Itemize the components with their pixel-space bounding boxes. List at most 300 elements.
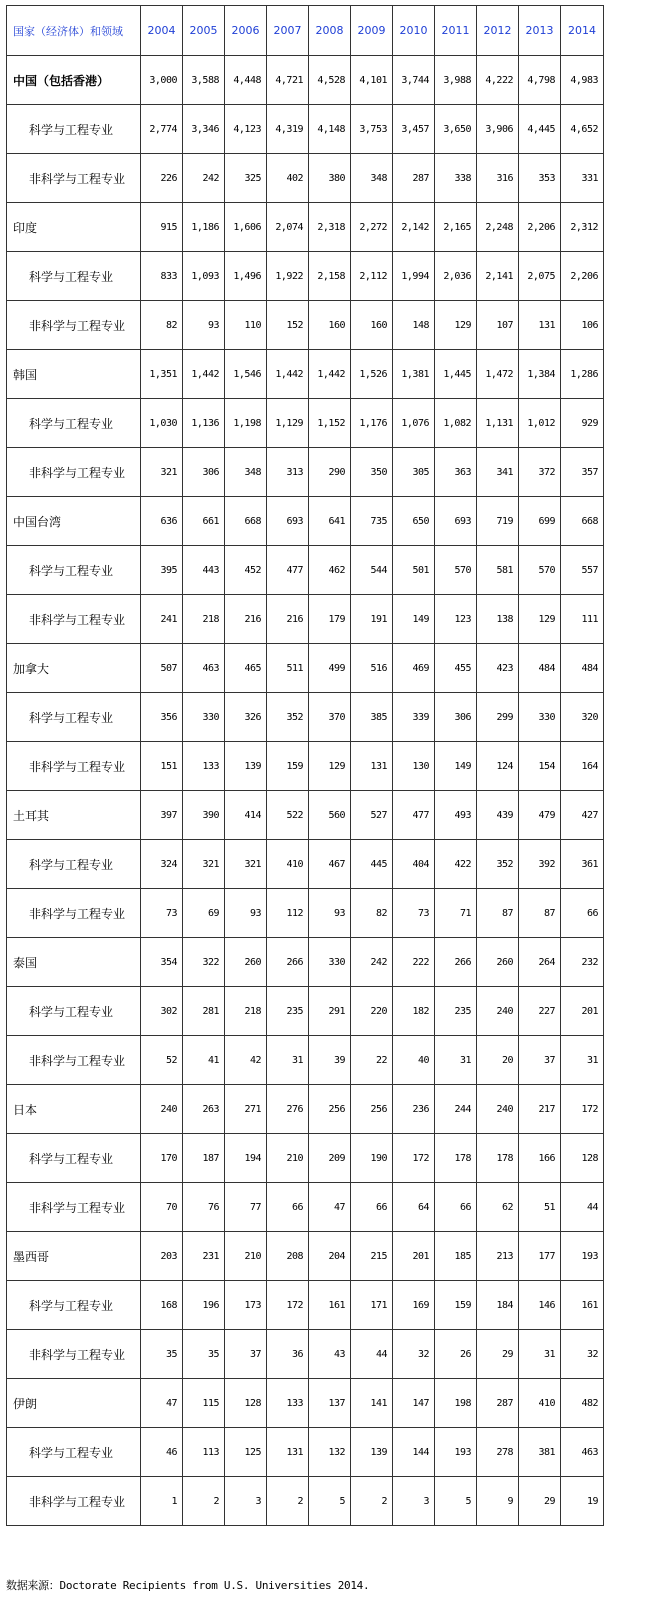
table-cell-value: 64	[393, 1183, 435, 1232]
row-label: 非科学与工程专业	[7, 1183, 141, 1232]
row-label: 科学与工程专业	[7, 693, 141, 742]
table-cell-value: 353	[519, 154, 561, 203]
table-cell-value: 154	[519, 742, 561, 791]
table-cell-value: 66	[435, 1183, 477, 1232]
table-cell-value: 5	[309, 1477, 351, 1526]
table-cell-value: 227	[519, 987, 561, 1036]
table-cell-value: 2,158	[309, 252, 351, 301]
table-cell-value: 306	[435, 693, 477, 742]
table-cell-value: 133	[183, 742, 225, 791]
table-cell-value: 4,445	[519, 105, 561, 154]
table-cell-value: 35	[141, 1330, 183, 1379]
table-cell-value: 139	[225, 742, 267, 791]
table-cell-value: 2	[351, 1477, 393, 1526]
table-cell-value: 443	[183, 546, 225, 595]
table-cell-value: 661	[183, 497, 225, 546]
table-cell-value: 236	[393, 1085, 435, 1134]
table-header-row	[7, 6, 604, 56]
table-cell-value: 159	[435, 1281, 477, 1330]
table-cell-value: 581	[477, 546, 519, 595]
table-cell-value: 178	[477, 1134, 519, 1183]
table-cell-value: 231	[183, 1232, 225, 1281]
table-cell-value: 1,012	[519, 399, 561, 448]
table-cell-value: 414	[225, 791, 267, 840]
table-cell-value: 557	[561, 546, 604, 595]
table-cell-value: 4,319	[267, 105, 309, 154]
table-cell-value: 241	[141, 595, 183, 644]
table-cell-value: 190	[351, 1134, 393, 1183]
table-cell-value: 173	[225, 1281, 267, 1330]
table-cell-value: 196	[183, 1281, 225, 1330]
table-cell-value: 527	[351, 791, 393, 840]
table-cell-value: 445	[351, 840, 393, 889]
table-cell-value: 2,142	[393, 203, 435, 252]
table-cell-value: 187	[183, 1134, 225, 1183]
table-row-field	[7, 105, 604, 154]
table-cell-value: 560	[309, 791, 351, 840]
table-cell-value: 4,448	[225, 56, 267, 105]
table-cell-value: 4,798	[519, 56, 561, 105]
row-label: 加拿大	[7, 644, 141, 693]
table-cell-value: 636	[141, 497, 183, 546]
header-year: 2006	[225, 6, 267, 56]
table-cell-value: 178	[435, 1134, 477, 1183]
table-cell-value: 2,036	[435, 252, 477, 301]
table-cell-value: 493	[435, 791, 477, 840]
table-cell-value: 499	[309, 644, 351, 693]
table-cell-value: 132	[309, 1428, 351, 1477]
table-cell-value: 511	[267, 644, 309, 693]
table-cell-value: 507	[141, 644, 183, 693]
table-cell-value: 501	[393, 546, 435, 595]
table-cell-value: 1,472	[477, 350, 519, 399]
table-cell-value: 325	[225, 154, 267, 203]
table-cell-value: 131	[267, 1428, 309, 1477]
table-cell-value: 235	[267, 987, 309, 1036]
table-cell-value: 719	[477, 497, 519, 546]
table-cell-value: 26	[435, 1330, 477, 1379]
table-cell-value: 363	[435, 448, 477, 497]
table-cell-value: 2,074	[267, 203, 309, 252]
table-cell-value: 410	[519, 1379, 561, 1428]
table-cell-value: 210	[225, 1232, 267, 1281]
table-cell-value: 216	[267, 595, 309, 644]
table-cell-value: 40	[393, 1036, 435, 1085]
table-cell-value: 222	[393, 938, 435, 987]
table-cell-value: 1,546	[225, 350, 267, 399]
row-label: 科学与工程专业	[7, 840, 141, 889]
table-cell-value: 3	[225, 1477, 267, 1526]
row-label: 泰国	[7, 938, 141, 987]
table-cell-value: 306	[183, 448, 225, 497]
table-cell-value: 107	[477, 301, 519, 350]
table-cell-value: 93	[309, 889, 351, 938]
table-cell-value: 354	[141, 938, 183, 987]
table-cell-value: 4,222	[477, 56, 519, 105]
table-row-field	[7, 301, 604, 350]
table-cell-value: 2,312	[561, 203, 604, 252]
row-label: 非科学与工程专业	[7, 1477, 141, 1526]
table-cell-value: 70	[141, 1183, 183, 1232]
table-cell-value: 66	[561, 889, 604, 938]
table-cell-value: 570	[519, 546, 561, 595]
table-cell-value: 149	[393, 595, 435, 644]
row-label: 土耳其	[7, 791, 141, 840]
table-cell-value: 22	[351, 1036, 393, 1085]
row-label: 非科学与工程专业	[7, 889, 141, 938]
table-cell-value: 357	[561, 448, 604, 497]
table-cell-value: 372	[519, 448, 561, 497]
table-row-field	[7, 1477, 604, 1526]
table-cell-value: 1,129	[267, 399, 309, 448]
table-cell-value: 147	[393, 1379, 435, 1428]
table-cell-value: 291	[309, 987, 351, 1036]
table-cell-value: 37	[519, 1036, 561, 1085]
table-cell-value: 735	[351, 497, 393, 546]
table-cell-value: 4,983	[561, 56, 604, 105]
table-cell-value: 73	[393, 889, 435, 938]
table-cell-value: 47	[309, 1183, 351, 1232]
table-row-field	[7, 252, 604, 301]
table-cell-value: 2,318	[309, 203, 351, 252]
table-cell-value: 915	[141, 203, 183, 252]
table-cell-value: 260	[225, 938, 267, 987]
table-cell-value: 87	[477, 889, 519, 938]
table-cell-value: 544	[351, 546, 393, 595]
table-cell-value: 137	[309, 1379, 351, 1428]
table-cell-value: 172	[393, 1134, 435, 1183]
table-cell-value: 1,152	[309, 399, 351, 448]
table-cell-value: 31	[435, 1036, 477, 1085]
table-cell-value: 151	[141, 742, 183, 791]
table-cell-value: 2,774	[141, 105, 183, 154]
table-cell-value: 44	[561, 1183, 604, 1232]
table-cell-value: 331	[561, 154, 604, 203]
row-label: 非科学与工程专业	[7, 154, 141, 203]
table-cell-value: 356	[141, 693, 183, 742]
table-cell-value: 198	[435, 1379, 477, 1428]
table-row-field	[7, 1036, 604, 1085]
table-cell-value: 1,526	[351, 350, 393, 399]
table-cell-value: 668	[561, 497, 604, 546]
table-cell-value: 242	[351, 938, 393, 987]
table-row-country	[7, 1085, 604, 1134]
table-cell-value: 112	[267, 889, 309, 938]
table-cell-value: 1,496	[225, 252, 267, 301]
row-label: 伊朗	[7, 1379, 141, 1428]
table-body	[7, 56, 604, 1526]
table-cell-value: 321	[225, 840, 267, 889]
table-cell-value: 392	[519, 840, 561, 889]
table-cell-value: 395	[141, 546, 183, 595]
table-cell-value: 201	[561, 987, 604, 1036]
table-cell-value: 218	[225, 987, 267, 1036]
table-row-country	[7, 644, 604, 693]
table-cell-value: 2	[183, 1477, 225, 1526]
table-cell-value: 2,206	[519, 203, 561, 252]
table-cell-value: 516	[351, 644, 393, 693]
table-row-country	[7, 1232, 604, 1281]
table-cell-value: 148	[393, 301, 435, 350]
header-year: 2014	[561, 6, 604, 56]
table-cell-value: 2,272	[351, 203, 393, 252]
table-cell-value: 39	[309, 1036, 351, 1085]
table-cell-value: 203	[141, 1232, 183, 1281]
table-cell-value: 31	[519, 1330, 561, 1379]
table-cell-value: 278	[477, 1428, 519, 1477]
row-label: 科学与工程专业	[7, 105, 141, 154]
table-cell-value: 330	[183, 693, 225, 742]
table-cell-value: 32	[393, 1330, 435, 1379]
table-row-field	[7, 987, 604, 1036]
table-cell-value: 232	[561, 938, 604, 987]
table-row-field	[7, 448, 604, 497]
table-cell-value: 87	[519, 889, 561, 938]
table-cell-value: 106	[561, 301, 604, 350]
table-cell-value: 93	[225, 889, 267, 938]
row-label: 非科学与工程专业	[7, 595, 141, 644]
table-row-field	[7, 1134, 604, 1183]
table-cell-value: 66	[351, 1183, 393, 1232]
header-year: 2008	[309, 6, 351, 56]
table-cell-value: 226	[141, 154, 183, 203]
table-cell-value: 668	[225, 497, 267, 546]
table-cell-value: 302	[141, 987, 183, 1036]
table-row-country	[7, 350, 604, 399]
table-cell-value: 422	[435, 840, 477, 889]
table-cell-value: 4,721	[267, 56, 309, 105]
table-cell-value: 3,744	[393, 56, 435, 105]
table-cell-value: 93	[183, 301, 225, 350]
table-cell-value: 208	[267, 1232, 309, 1281]
table-cell-value: 1,093	[183, 252, 225, 301]
table-cell-value: 19	[561, 1477, 604, 1526]
table-cell-value: 184	[477, 1281, 519, 1330]
table-cell-value: 1,076	[393, 399, 435, 448]
table-cell-value: 2,206	[561, 252, 604, 301]
table-cell-value: 1	[141, 1477, 183, 1526]
row-label: 科学与工程专业	[7, 1134, 141, 1183]
table-cell-value: 4,528	[309, 56, 351, 105]
table-cell-value: 423	[477, 644, 519, 693]
table-cell-value: 131	[351, 742, 393, 791]
table-cell-value: 179	[309, 595, 351, 644]
table-cell-value: 402	[267, 154, 309, 203]
table-cell-value: 271	[225, 1085, 267, 1134]
table-row-field	[7, 742, 604, 791]
table-cell-value: 427	[561, 791, 604, 840]
table-cell-value: 169	[393, 1281, 435, 1330]
header-year: 2004	[141, 6, 183, 56]
row-label: 中国（包括香港）	[7, 56, 141, 105]
table-cell-value: 215	[351, 1232, 393, 1281]
table-cell-value: 313	[267, 448, 309, 497]
table-row-field	[7, 889, 604, 938]
table-cell-value: 2,141	[477, 252, 519, 301]
table-cell-value: 129	[435, 301, 477, 350]
table-cell-value: 287	[393, 154, 435, 203]
table-cell-value: 193	[435, 1428, 477, 1477]
table-cell-value: 171	[351, 1281, 393, 1330]
table-cell-value: 51	[519, 1183, 561, 1232]
table-cell-value: 3,000	[141, 56, 183, 105]
table-cell-value: 390	[183, 791, 225, 840]
table-cell-value: 264	[519, 938, 561, 987]
table-cell-value: 161	[561, 1281, 604, 1330]
table-cell-value: 43	[309, 1330, 351, 1379]
table-cell-value: 115	[183, 1379, 225, 1428]
header-year: 2005	[183, 6, 225, 56]
header-year: 2009	[351, 6, 393, 56]
table-cell-value: 217	[519, 1085, 561, 1134]
row-label: 科学与工程专业	[7, 399, 141, 448]
table-cell-value: 2,075	[519, 252, 561, 301]
table-cell-value: 37	[225, 1330, 267, 1379]
table-cell-value: 44	[351, 1330, 393, 1379]
header-year: 2010	[393, 6, 435, 56]
table-cell-value: 1,606	[225, 203, 267, 252]
table-cell-value: 172	[561, 1085, 604, 1134]
table-cell-value: 170	[141, 1134, 183, 1183]
table-cell-value: 4,123	[225, 105, 267, 154]
table-cell-value: 316	[477, 154, 519, 203]
table-cell-value: 276	[267, 1085, 309, 1134]
row-label: 科学与工程专业	[7, 252, 141, 301]
table-cell-value: 4,101	[351, 56, 393, 105]
table-cell-value: 149	[435, 742, 477, 791]
table-cell-value: 455	[435, 644, 477, 693]
table-cell-value: 341	[477, 448, 519, 497]
table-cell-value: 71	[435, 889, 477, 938]
table-row-country	[7, 497, 604, 546]
table-cell-value: 125	[225, 1428, 267, 1477]
table-cell-value: 256	[351, 1085, 393, 1134]
table-cell-value: 1,030	[141, 399, 183, 448]
table-cell-value: 213	[477, 1232, 519, 1281]
table-cell-value: 52	[141, 1036, 183, 1085]
table-cell-value: 320	[561, 693, 604, 742]
table-cell-value: 693	[435, 497, 477, 546]
table-cell-value: 385	[351, 693, 393, 742]
table-cell-value: 182	[393, 987, 435, 1036]
table-cell-value: 3,457	[393, 105, 435, 154]
table-cell-value: 139	[351, 1428, 393, 1477]
table-cell-value: 693	[267, 497, 309, 546]
table-cell-value: 35	[183, 1330, 225, 1379]
table-cell-value: 1,176	[351, 399, 393, 448]
row-label: 日本	[7, 1085, 141, 1134]
table-cell-value: 299	[477, 693, 519, 742]
table-cell-value: 324	[141, 840, 183, 889]
table-cell-value: 322	[183, 938, 225, 987]
table-cell-value: 397	[141, 791, 183, 840]
table-cell-value: 479	[519, 791, 561, 840]
table-cell-value: 1,136	[183, 399, 225, 448]
data-source-note: 数据来源：Doctorate Recipients from U.S. Universities 2014.	[6, 1579, 370, 1592]
table-cell-value: 380	[309, 154, 351, 203]
table-cell-value: 20	[477, 1036, 519, 1085]
table-cell-value: 29	[477, 1330, 519, 1379]
header-year: 2007	[267, 6, 309, 56]
table-cell-value: 361	[561, 840, 604, 889]
table-cell-value: 133	[267, 1379, 309, 1428]
table-cell-value: 240	[477, 1085, 519, 1134]
table-cell-value: 5	[435, 1477, 477, 1526]
table-cell-value: 462	[309, 546, 351, 595]
table-row-field	[7, 1428, 604, 1477]
row-label: 印度	[7, 203, 141, 252]
table-cell-value: 522	[267, 791, 309, 840]
table-cell-value: 1,198	[225, 399, 267, 448]
row-label: 非科学与工程专业	[7, 742, 141, 791]
table-cell-value: 326	[225, 693, 267, 742]
table-cell-value: 287	[477, 1379, 519, 1428]
table-cell-value: 266	[267, 938, 309, 987]
table-cell-value: 1,442	[267, 350, 309, 399]
table-cell-value: 339	[393, 693, 435, 742]
header-year: 2011	[435, 6, 477, 56]
table-cell-value: 2,248	[477, 203, 519, 252]
table-cell-value: 260	[477, 938, 519, 987]
header-year: 2013	[519, 6, 561, 56]
table-cell-value: 76	[183, 1183, 225, 1232]
table-cell-value: 29	[519, 1477, 561, 1526]
table-cell-value: 46	[141, 1428, 183, 1477]
row-label: 非科学与工程专业	[7, 1036, 141, 1085]
table-cell-value: 82	[351, 889, 393, 938]
table-cell-value: 146	[519, 1281, 561, 1330]
table-cell-value: 833	[141, 252, 183, 301]
table-cell-value: 1,082	[435, 399, 477, 448]
row-label: 非科学与工程专业	[7, 448, 141, 497]
table-cell-value: 467	[309, 840, 351, 889]
table-cell-value: 69	[183, 889, 225, 938]
table-row-field	[7, 840, 604, 889]
table-cell-value: 193	[561, 1232, 604, 1281]
table-cell-value: 36	[267, 1330, 309, 1379]
table-cell-value: 159	[267, 742, 309, 791]
table-cell-value: 929	[561, 399, 604, 448]
table-cell-value: 185	[435, 1232, 477, 1281]
table-cell-value: 128	[561, 1134, 604, 1183]
table-cell-value: 263	[183, 1085, 225, 1134]
table-cell-value: 469	[393, 644, 435, 693]
table-cell-value: 32	[561, 1330, 604, 1379]
table-cell-value: 330	[519, 693, 561, 742]
table-cell-value: 641	[309, 497, 351, 546]
table-row-country	[7, 938, 604, 987]
table-cell-value: 4,148	[309, 105, 351, 154]
row-label: 科学与工程专业	[7, 1428, 141, 1477]
table-cell-value: 82	[141, 301, 183, 350]
table-cell-value: 242	[183, 154, 225, 203]
table-row-field	[7, 1281, 604, 1330]
table-cell-value: 381	[519, 1428, 561, 1477]
table-row-field	[7, 693, 604, 742]
table-cell-value: 404	[393, 840, 435, 889]
table-cell-value: 152	[267, 301, 309, 350]
table-cell-value: 123	[435, 595, 477, 644]
table-cell-value: 452	[225, 546, 267, 595]
row-label: 非科学与工程专业	[7, 301, 141, 350]
table-cell-value: 256	[309, 1085, 351, 1134]
table-cell-value: 1,131	[477, 399, 519, 448]
table-row-field	[7, 595, 604, 644]
table-cell-value: 281	[183, 987, 225, 1036]
table-cell-value: 3,988	[435, 56, 477, 105]
table-cell-value: 129	[309, 742, 351, 791]
table-cell-value: 73	[141, 889, 183, 938]
